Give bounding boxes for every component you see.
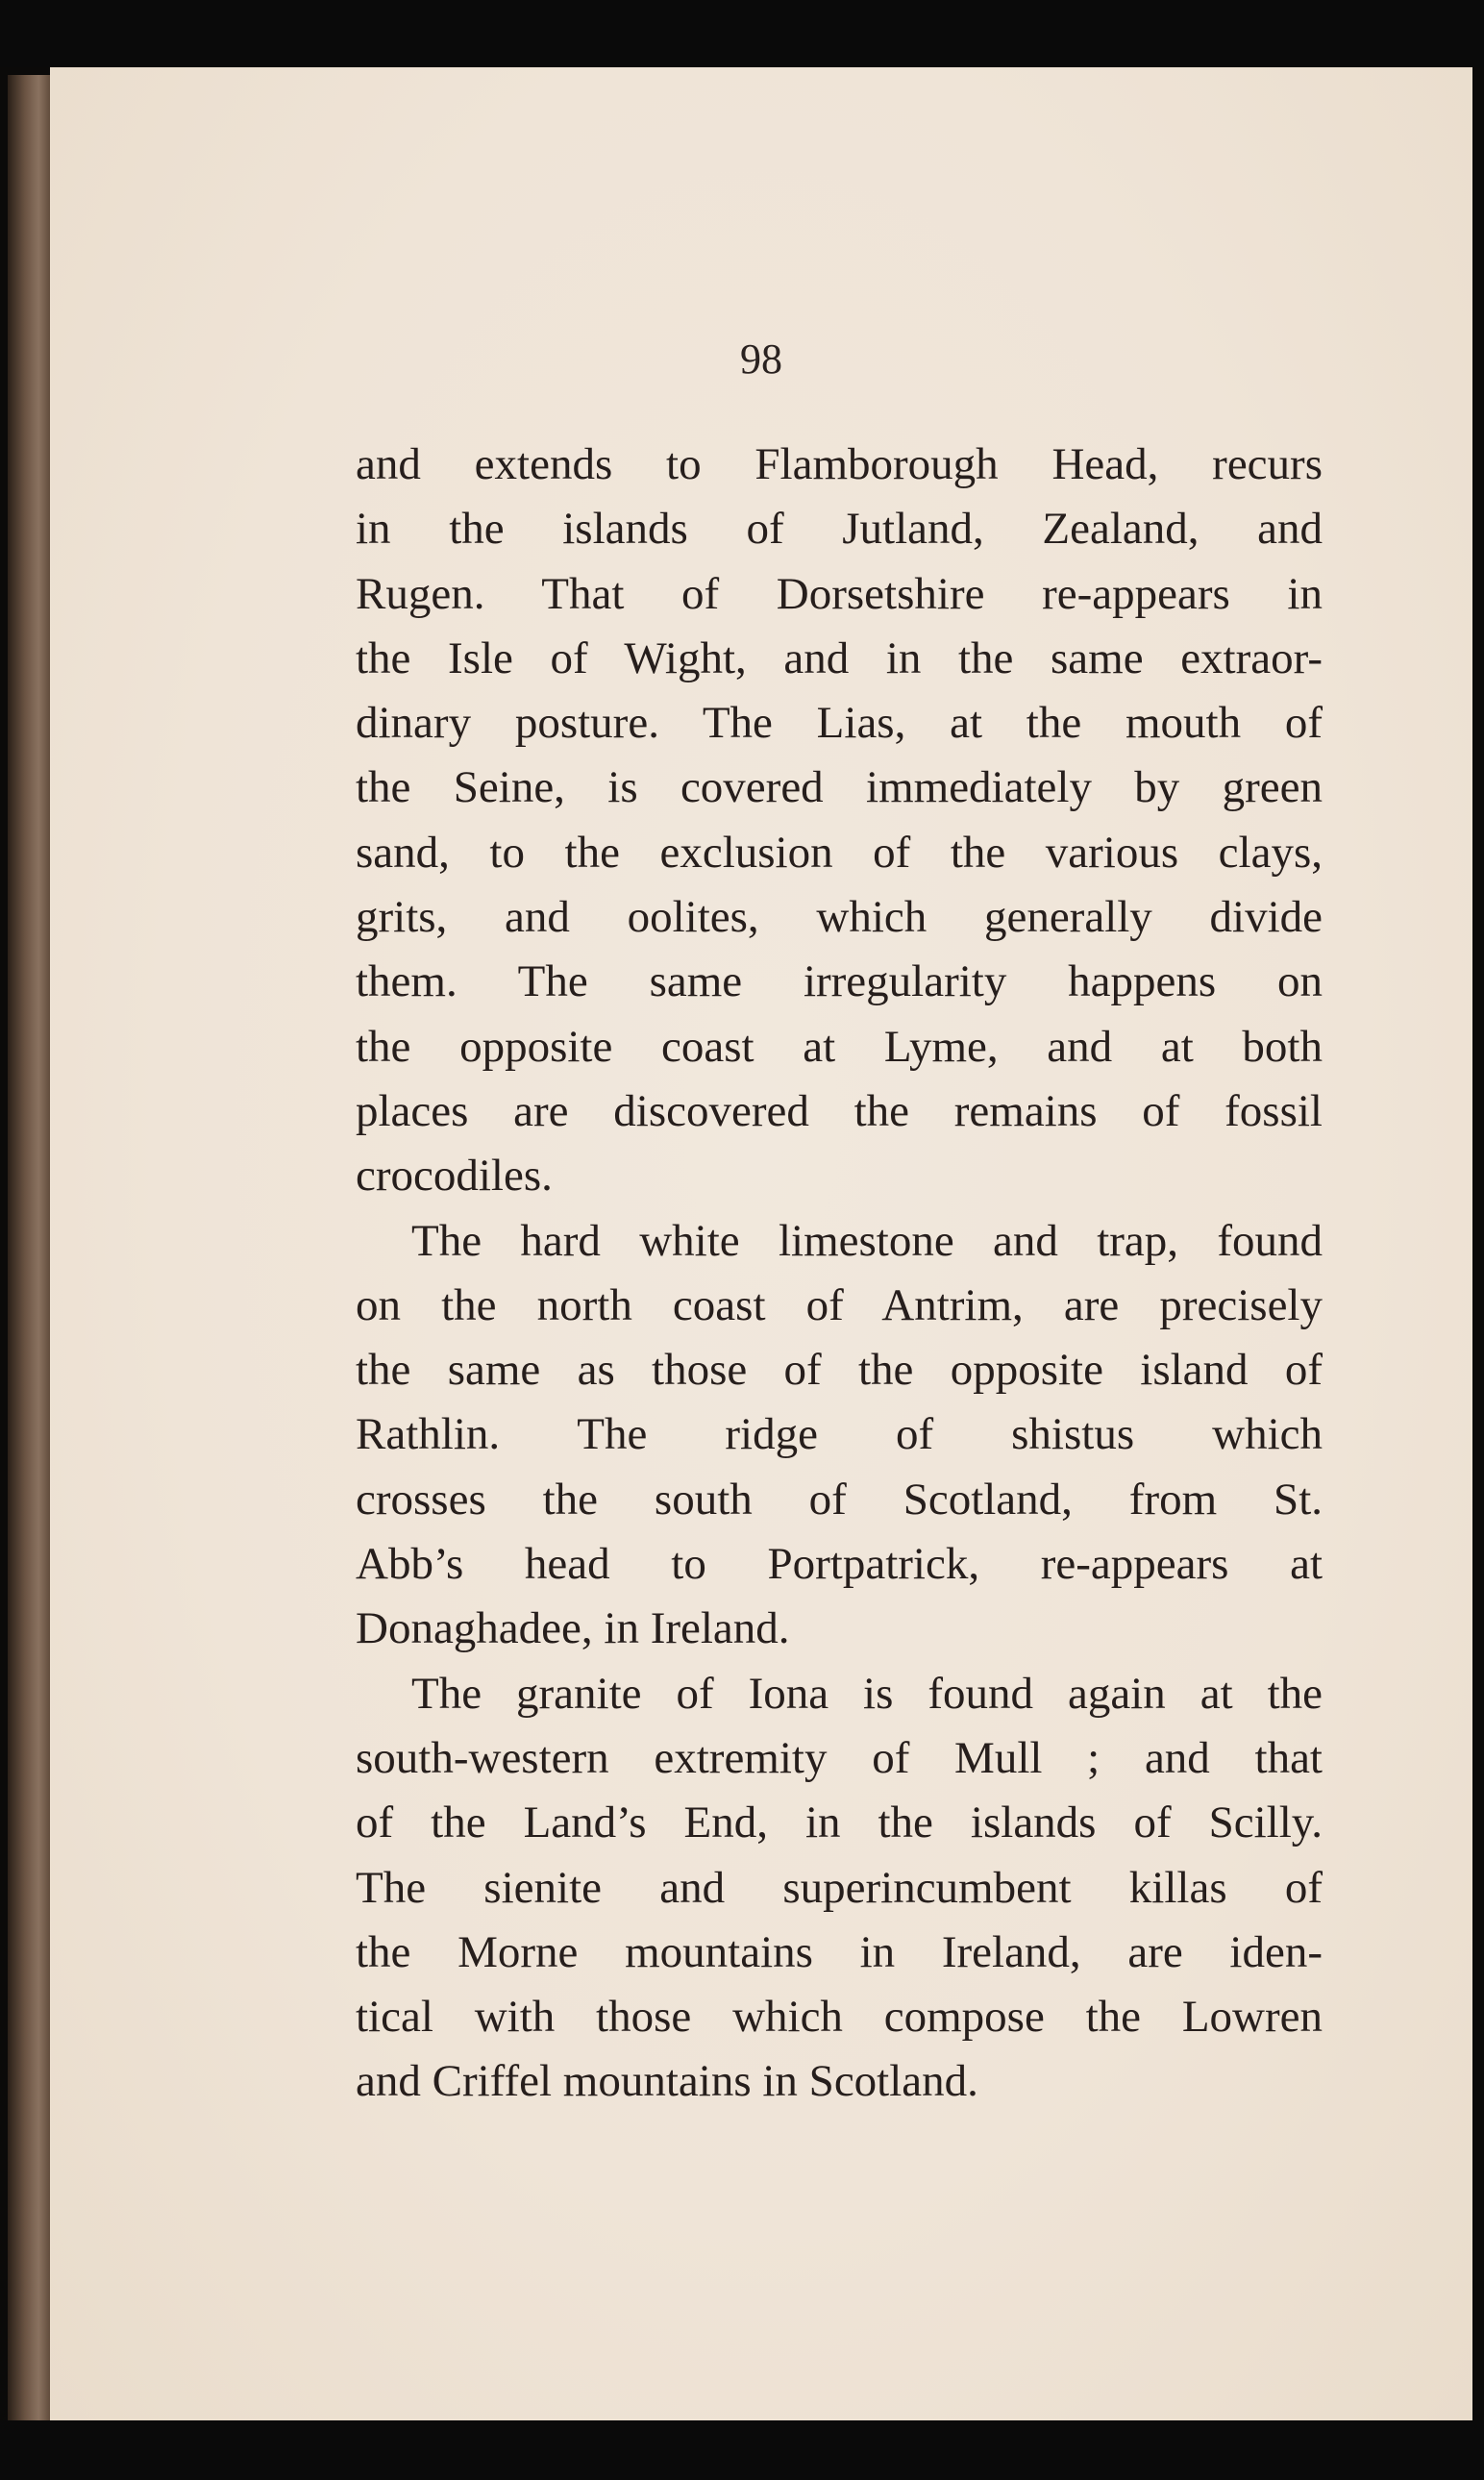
page-number: 98 <box>740 335 782 383</box>
text-line <box>356 1079 1323 1144</box>
text-line <box>356 562 1323 627</box>
text-line-content: grits, and oolites, which generally divide <box>356 892 1323 943</box>
text-line-content: crosses the south of Scotland, from St. <box>356 1474 1323 1525</box>
text-line-content: in the islands of Jutland, Zealand, and <box>356 504 1323 555</box>
text-line-content: and extends to Flamborough Head, recurs <box>356 439 1323 489</box>
text-line <box>356 1532 1323 1597</box>
book-binding-edge <box>8 75 52 2420</box>
scan-background-top <box>0 0 1484 67</box>
text-line <box>356 1209 1323 1274</box>
text-line-content: of the Land’s End, in the islands of Scilly. <box>356 1798 1323 1848</box>
text-line <box>356 1597 1323 1661</box>
text-line <box>356 1402 1323 1467</box>
text-line <box>356 756 1323 820</box>
text-line-content: crocodiles. <box>356 1151 553 1202</box>
text-line <box>356 627 1323 691</box>
text-line-content: tical with those which compose the Lowren <box>356 1992 1323 2043</box>
text-line <box>356 1726 1323 1791</box>
text-line <box>356 1985 1323 2049</box>
text-line-content: the same as those of the opposite island of <box>356 1345 1323 1396</box>
book-page <box>50 67 1472 2420</box>
text-line-content: the Morne mountains in Ireland, are iden- <box>356 1926 1323 1977</box>
text-line <box>356 433 1323 497</box>
text-line-content: places are discovered the remains of fossil <box>356 1085 1323 1136</box>
text-line <box>356 950 1323 1014</box>
text-line <box>356 885 1323 950</box>
text-line-content: Rugen. That of Dorsetshire re-appears in <box>356 568 1323 619</box>
text-line-content: The hard white limestone and trap, found <box>411 1215 1323 1266</box>
text-line <box>356 1274 1323 1338</box>
text-line <box>356 1144 1323 1208</box>
text-line-content: them. The same irregularity happens on <box>356 956 1323 1007</box>
text-line <box>356 1921 1323 1985</box>
scan-background-bottom <box>0 2420 1484 2480</box>
text-line-content: The granite of Iona is found again at the <box>411 1668 1323 1719</box>
text-line-content: the Seine, is covered immediately by green <box>356 762 1323 813</box>
text-line-content: and Criffel mountains in Scotland. <box>356 2056 978 2107</box>
body-text <box>356 433 1323 2115</box>
text-line-content: Abb’s head to Portpatrick, re-appears at <box>356 1539 1323 1590</box>
text-line <box>356 2049 1323 2114</box>
text-line <box>356 1662 1323 1726</box>
text-line <box>356 497 1323 561</box>
text-line-content: south-western extremity of Mull ; and that <box>356 1732 1323 1783</box>
text-line <box>356 1856 1323 1921</box>
text-line-content: on the north coast of Antrim, are precisely <box>356 1279 1323 1330</box>
text-line <box>356 1338 1323 1402</box>
text-line <box>356 1015 1323 1079</box>
text-line-content: The sienite and superincumbent killas of <box>356 1862 1323 1913</box>
text-line-content: sand, to the exclusion of the various clays, <box>356 827 1323 878</box>
text-line <box>356 1791 1323 1855</box>
text-line <box>356 1468 1323 1532</box>
text-line-content: the opposite coast at Lyme, and at both <box>356 1021 1323 1072</box>
text-line-content: Donaghadee, in Ireland. <box>356 1603 790 1654</box>
text-line-content: the Isle of Wight, and in the same extraor- <box>356 632 1323 683</box>
text-line-content: Rathlin. The ridge of shistus which <box>356 1409 1323 1460</box>
text-line <box>356 821 1323 885</box>
text-line <box>356 691 1323 756</box>
text-line-content: dinary posture. The Lias, at the mouth of <box>356 698 1323 749</box>
